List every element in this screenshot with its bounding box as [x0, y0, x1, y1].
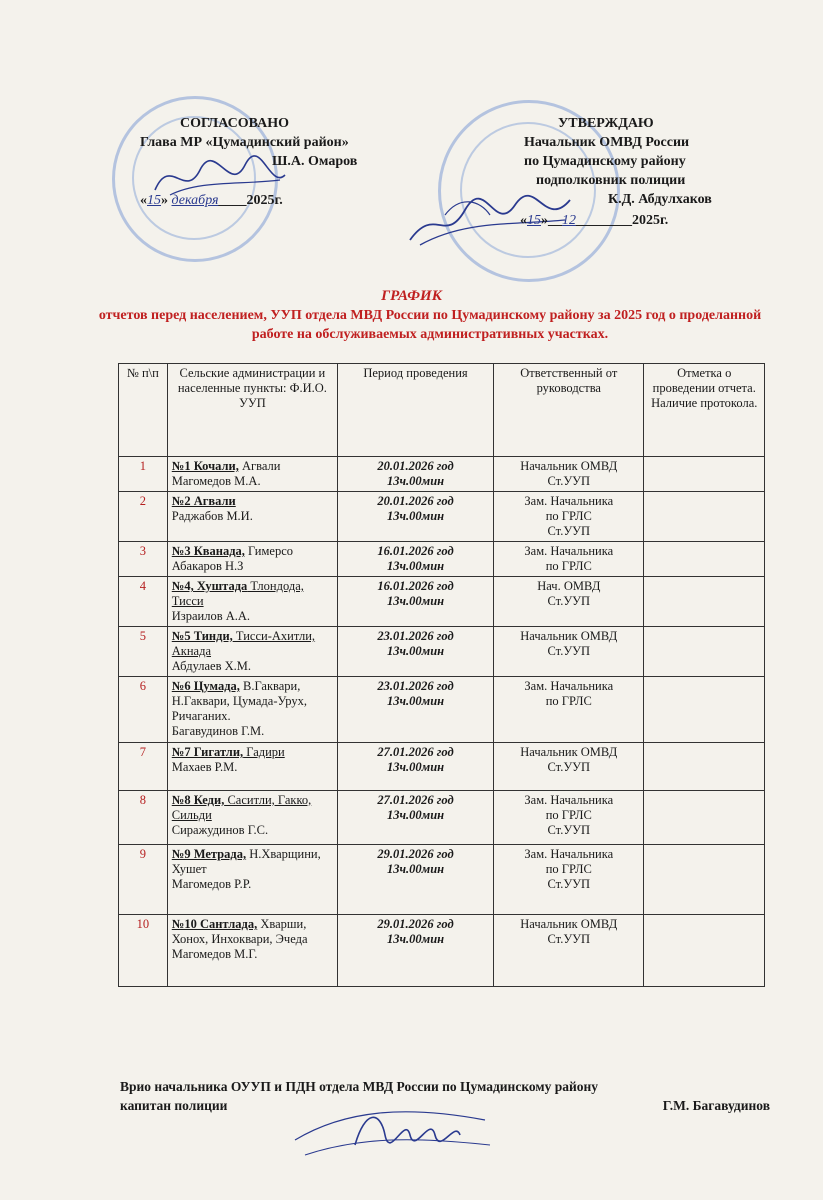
row-area — [167, 542, 337, 577]
table-row — [119, 492, 765, 542]
row-area-rest: Саситли, Гакко, Сильди — [171, 793, 312, 822]
row-mark — [644, 791, 765, 845]
row-mark — [644, 677, 765, 743]
row-date: 20.01.2026 год — [377, 494, 454, 508]
row-resp-line1: Зам. Начальника — [524, 679, 614, 693]
footer-position: Врио начальника ОУУП и ПДН отдела МВД России по Цумадинскому району — [120, 1079, 599, 1094]
row-area — [167, 743, 337, 791]
row-resp-line2: Ст.УУП — [547, 760, 591, 774]
row-number: 2 — [119, 492, 168, 542]
row-period — [337, 743, 493, 791]
approved-date-month: 12 — [562, 213, 576, 228]
approved-date-open: « — [520, 213, 527, 228]
table-row — [119, 457, 765, 492]
table-row — [119, 915, 765, 987]
approved-heading: УТВЕРЖДАЮ — [558, 116, 654, 131]
row-date: 16.01.2026 год — [377, 579, 454, 593]
row-period — [337, 457, 493, 492]
row-mark — [644, 627, 765, 677]
row-area-rest: Гадири — [243, 745, 285, 759]
row-period — [337, 677, 493, 743]
row-officer: Раджабов М.И. — [171, 509, 253, 523]
row-number: 3 — [119, 542, 168, 577]
row-time: 13ч.00мин — [386, 808, 445, 822]
footer-rank-row — [120, 1096, 770, 1115]
row-mark — [644, 492, 765, 542]
row-responsible — [494, 492, 644, 542]
row-number: 6 — [119, 677, 168, 743]
row-area-main: №3 Кванада, — [171, 544, 245, 558]
document-subtitle: отчетов перед населением, УУП отдела МВД России по Цумадинскому району за 2025 год о проделанной работе на обслуживаемых административных участках. — [98, 308, 762, 342]
row-area-main: №8 Кеди, — [171, 793, 225, 807]
row-area-rest: В.Гаквари, Н.Гаквари, Цумада-Урух, Ричаганих. — [171, 679, 307, 723]
approved-date-year: 2025г. — [632, 213, 669, 228]
row-area-main: №10 Сантлада, — [171, 917, 258, 931]
row-resp-line2: Ст.УУП — [547, 474, 591, 488]
row-period — [337, 492, 493, 542]
row-resp-line2: по ГРЛС — [545, 694, 592, 708]
row-resp-line1: Зам. Начальника — [524, 847, 614, 861]
row-area-rest: Н.Хварщини, Хушет — [171, 847, 321, 876]
row-responsible — [494, 845, 644, 915]
row-area-main: №7 Гигатли, — [171, 745, 244, 759]
row-date: 23.01.2026 год — [377, 679, 454, 693]
row-responsible — [494, 457, 644, 492]
approved-date-day: 15 — [527, 213, 541, 228]
row-responsible — [494, 791, 644, 845]
row-period — [337, 577, 493, 627]
row-time: 13ч.00мин — [386, 594, 445, 608]
row-resp-line3: Ст.УУП — [547, 877, 591, 891]
row-responsible — [494, 915, 644, 987]
footer-name: Г.М. Багавудинов — [662, 1098, 770, 1113]
row-number: 1 — [119, 457, 168, 492]
row-responsible — [494, 677, 644, 743]
approved-date-close: » — [541, 213, 548, 228]
row-mark — [644, 743, 765, 791]
row-resp-line2: Ст.УУП — [547, 644, 591, 658]
document-title: ГРАФИК — [381, 288, 442, 304]
table-row — [119, 627, 765, 677]
row-officer: Израилов А.А. — [171, 609, 251, 623]
row-area — [167, 577, 337, 627]
row-resp-line2: по ГРЛС — [545, 509, 592, 523]
row-area-main: №6 Цумада, — [171, 679, 240, 693]
row-resp-line2: по ГРЛС — [545, 808, 592, 822]
row-area — [167, 627, 337, 677]
report-schedule-table — [118, 363, 765, 987]
row-mark — [644, 457, 765, 492]
row-resp-line3: Ст.УУП — [547, 524, 591, 538]
approved-line2: по Цумадинскому району — [524, 154, 686, 169]
table-row — [119, 577, 765, 627]
row-period — [337, 791, 493, 845]
row-area-main: №2 Агвали — [171, 494, 236, 508]
row-resp-line1: Начальник ОМВД — [520, 745, 618, 759]
row-area-main: №1 Кочали, — [171, 459, 239, 473]
row-date: 29.01.2026 год — [377, 847, 454, 861]
row-time: 13ч.00мин — [386, 932, 445, 946]
footer-rank: капитан полиции — [120, 1098, 228, 1113]
row-responsible — [494, 627, 644, 677]
agreed-position: Глава МР «Цумадинский район» — [140, 135, 349, 150]
row-resp-line3: Ст.УУП — [547, 823, 591, 837]
row-date: 23.01.2026 год — [377, 629, 454, 643]
row-officer: Сиражудинов Г.С. — [171, 823, 269, 837]
row-number: 5 — [119, 627, 168, 677]
row-number: 8 — [119, 791, 168, 845]
row-area — [167, 791, 337, 845]
row-number: 9 — [119, 845, 168, 915]
row-area-main: №9 Метрада, — [171, 847, 247, 861]
row-officer: Абакаров Н.З — [171, 559, 244, 573]
row-resp-line2: Ст.УУП — [547, 594, 591, 608]
row-mark — [644, 577, 765, 627]
approved-line3: подполковник полиции — [536, 173, 686, 188]
row-area-rest: Тисси-Ахитли, Акнада — [171, 629, 316, 658]
table-row — [119, 542, 765, 577]
row-officer: Абдулаев Х.М. — [171, 659, 252, 673]
row-time: 13ч.00мин — [386, 694, 445, 708]
col-header-responsible: Ответственный от руководства — [494, 364, 644, 457]
row-period — [337, 915, 493, 987]
row-area — [167, 457, 337, 492]
row-date: 27.01.2026 год — [377, 793, 454, 807]
row-resp-line2: Ст.УУП — [547, 932, 591, 946]
row-number: 10 — [119, 915, 168, 987]
table-row — [119, 845, 765, 915]
signature-footer — [120, 1077, 770, 1115]
col-header-period: Период проведения — [337, 364, 493, 457]
row-officer: Магомедов М.Г. — [171, 947, 258, 961]
row-area-main: №4, Хуштада — [171, 579, 248, 593]
row-mark — [644, 845, 765, 915]
row-number: 4 — [119, 577, 168, 627]
row-time: 13ч.00мин — [386, 559, 445, 573]
row-resp-line1: Начальник ОМВД — [520, 917, 618, 931]
row-officer: Магомедов М.А. — [171, 474, 261, 488]
agreed-date-year: 2025г. — [246, 193, 283, 208]
col-header-area: Сельские администрации и населенные пункты: Ф.И.О. УУП — [167, 364, 337, 457]
row-resp-line2: по ГРЛС — [545, 559, 592, 573]
row-area-rest: Агвали — [238, 459, 281, 473]
row-time: 13ч.00мин — [386, 509, 445, 523]
row-period — [337, 845, 493, 915]
col-header-number: № п\п — [119, 364, 168, 457]
row-resp-line1: Начальник ОМВД — [520, 459, 618, 473]
row-responsible — [494, 542, 644, 577]
row-mark — [644, 542, 765, 577]
approved-block — [480, 114, 740, 230]
row-area-rest: Тлондода, Тисси — [171, 579, 304, 608]
agreed-date-open: « — [140, 193, 147, 208]
row-resp-line1: Зам. Начальника — [524, 793, 614, 807]
row-time: 13ч.00мин — [386, 474, 445, 488]
row-time: 13ч.00мин — [386, 862, 445, 876]
row-area — [167, 677, 337, 743]
row-period — [337, 542, 493, 577]
table-row — [119, 677, 765, 743]
table-header-row — [119, 364, 765, 457]
agreed-heading: СОГЛАСОВАНО — [180, 116, 289, 131]
row-responsible — [494, 577, 644, 627]
row-period — [337, 627, 493, 677]
col-header-mark: Отметка о проведении отчета. Наличие протокола. — [644, 364, 765, 457]
approved-line1: Начальник ОМВД России — [524, 135, 690, 150]
agreed-date-day: 15 — [147, 193, 161, 208]
agreed-date: «15» декабря____2025г. — [140, 193, 283, 208]
agreed-date-month: декабря — [171, 193, 219, 208]
row-time: 13ч.00мин — [386, 760, 445, 774]
agreed-date-close: » — [161, 193, 168, 208]
row-area-rest: Хварши, Хонох, Инхоквари, Эчеда — [171, 917, 308, 946]
row-resp-line1: Зам. Начальника — [524, 494, 614, 508]
row-area — [167, 915, 337, 987]
row-date: 27.01.2026 год — [377, 745, 454, 759]
row-number: 7 — [119, 743, 168, 791]
row-date: 20.01.2026 год — [377, 459, 454, 473]
agreed-name: Ш.А. Омаров — [272, 154, 358, 169]
row-resp-line2: по ГРЛС — [545, 862, 592, 876]
approved-name: К.Д. Абдулхаков — [608, 192, 712, 207]
row-resp-line1: Зам. Начальника — [524, 544, 614, 558]
row-officer: Махаев Р.М. — [171, 760, 238, 774]
row-officer: Магомедов Р.Р. — [171, 877, 252, 891]
row-resp-line1: Начальник ОМВД — [520, 629, 618, 643]
row-date: 16.01.2026 год — [377, 544, 454, 558]
table-row — [119, 791, 765, 845]
row-mark — [644, 915, 765, 987]
row-time: 13ч.00мин — [386, 644, 445, 658]
agreed-block — [140, 114, 400, 210]
row-officer: Багавудинов Г.М. — [171, 724, 265, 738]
row-area-main: №5 Тинди, — [171, 629, 233, 643]
row-responsible — [494, 743, 644, 791]
row-area-rest: Гимерсо — [244, 544, 293, 558]
table-row — [119, 743, 765, 791]
row-area — [167, 845, 337, 915]
approved-date: «15»__12________2025г. — [520, 213, 669, 228]
row-area — [167, 492, 337, 542]
row-resp-line1: Нач. ОМВД — [537, 579, 601, 593]
row-date: 29.01.2026 год — [377, 917, 454, 931]
